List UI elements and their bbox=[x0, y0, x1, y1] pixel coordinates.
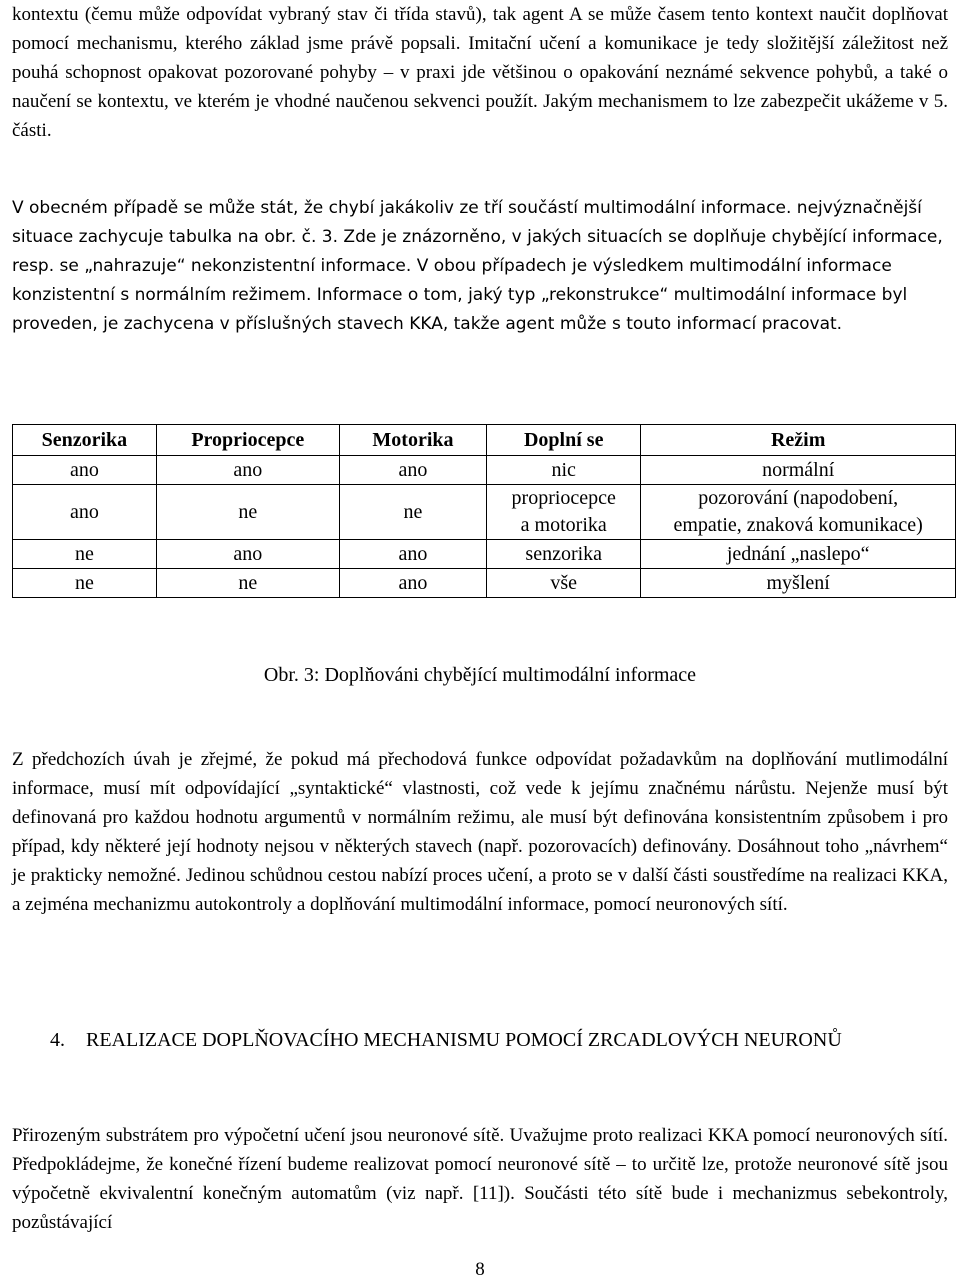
header-senzorika: Senzorika bbox=[13, 425, 157, 456]
section-number: 4. bbox=[50, 1029, 65, 1051]
cell-line: empatie, znaková komunikace) bbox=[673, 514, 923, 536]
header-propriocepce: Propriocepce bbox=[156, 425, 339, 456]
table-row bbox=[13, 485, 956, 540]
table-cell: ne bbox=[339, 485, 486, 540]
table-row bbox=[13, 540, 956, 569]
header-motorika: Motorika bbox=[339, 425, 486, 456]
table-cell: ne bbox=[13, 569, 157, 598]
table-cell: myšlení bbox=[641, 569, 956, 598]
multimodal-table bbox=[12, 424, 956, 598]
paragraph-missing-info: V obecném případě se může stát, že chybí jakákoliv ze tří součástí multimodální informace. nejvýznačnější situace zachycuje tabulka na obr. č. 3. Zde je znázorněno, v jakých situacích se doplňuje chybějící informace, resp. se „nahrazuje“ nekonzistentní informace. V obou případech je výsledkem multimodální informace konzistentní s normálním režimem. Informace o tom, jaký typ „rekonstrukce“ multimodální informace byl proveden, je zachycena v příslušných stavech KKA, takže agent může s touto informací pracovat. bbox=[12, 198, 943, 334]
table-row bbox=[13, 456, 956, 485]
header-doplni-se: Doplní se bbox=[487, 425, 641, 456]
paragraph-neural-networks: Přirozeným substrátem pro výpočetní učení jsou neuronové sítě. Uvažujme proto realizaci KKA pomocí neuronových sítí. Předpokládejme, že konečné řízení budeme realizovat pomocí neuronové sítě – to určitě lze, protože neuronové sítě jsou výpočetně ekvivalentní konečným automatům (viz např. [11]). Součásti této sítě bude i mechanizmus sebekontroly, pozůstávající bbox=[12, 1125, 948, 1233]
table-header-row bbox=[13, 425, 956, 456]
cell-line: propriocepce bbox=[511, 487, 616, 509]
table-cell: nic bbox=[487, 456, 641, 485]
table-cell: jednání „naslepo“ bbox=[641, 540, 956, 569]
table-cell: ne bbox=[156, 485, 339, 540]
cell-line: pozorování (napodobení, bbox=[698, 487, 899, 509]
table-cell: ano bbox=[13, 456, 157, 485]
header-rezim: Režim bbox=[641, 425, 956, 456]
table-row bbox=[13, 569, 956, 598]
page-number: 8 bbox=[475, 1259, 485, 1280]
table-cell: ano bbox=[339, 569, 486, 598]
section-title: REALIZACE DOPLŇOVACÍHO MECHANISMU POMOCÍ ZRCADLOVÝCH NEURONŮ bbox=[86, 1029, 842, 1051]
table-cell: normální bbox=[641, 456, 956, 485]
table-cell: ano bbox=[156, 540, 339, 569]
table-cell bbox=[641, 485, 956, 540]
table-cell: ano bbox=[156, 456, 339, 485]
section-heading bbox=[50, 1026, 950, 1055]
figure-caption: Obr. 3: Doplňováni chybějící multimodální informace bbox=[263, 664, 697, 686]
table-cell: senzorika bbox=[487, 540, 641, 569]
cell-line: a motorika bbox=[520, 514, 607, 536]
table-cell: ne bbox=[13, 540, 157, 569]
paragraph-context: kontextu (čemu může odpovídat vybraný stav či třída stavů), tak agent A se může časem tento kontext naučit doplňovat pomocí mechanismu, kterého základ jsme právě popsali. Imitační učení a komunikace je tedy složitější záležitost než pouhá schopnost opakovat pozorované pohyby – v praxi jde většinou o opakování neznámé sekvence pohybů, a také o naučení se kontextu, ve kterém je vhodné naučenou sekvenci použít. Jakým mechanismem to lze zabezpečit ukážeme v 5. části. bbox=[12, 4, 948, 141]
table-cell: ne bbox=[156, 569, 339, 598]
table-cell bbox=[487, 485, 641, 540]
table-cell: ano bbox=[339, 540, 486, 569]
paragraph-transition-function: Z předchozích úvah je zřejmé, že pokud má přechodová funkce odpovídat požadavkům na doplňování mutlimodální informace, musí mít odpovídající „syntaktické“ vlastnosti, což vede k jejímu značnému nárůstu. Nejenže musí být definovaná pro každou hodnotu argumentů v normálním režimu, ale musí být definována konsistentním způsobem i pro případ, kdy některé její hodnoty nejsou v některých stavech (např. pozorovacích) definovány. Dosáhnout toho „návrhem“ je prakticky nemožné. Jedinou schůdnou cestou nabízí proces učení, a proto se v další části soustředíme na realizaci KKA, a zejména mechanizmu autokontroly a doplňování multimodální informace, pomocí neuronových sítí. bbox=[12, 749, 948, 915]
table-cell: ano bbox=[339, 456, 486, 485]
table-cell: vše bbox=[487, 569, 641, 598]
table-cell: ano bbox=[13, 485, 157, 540]
